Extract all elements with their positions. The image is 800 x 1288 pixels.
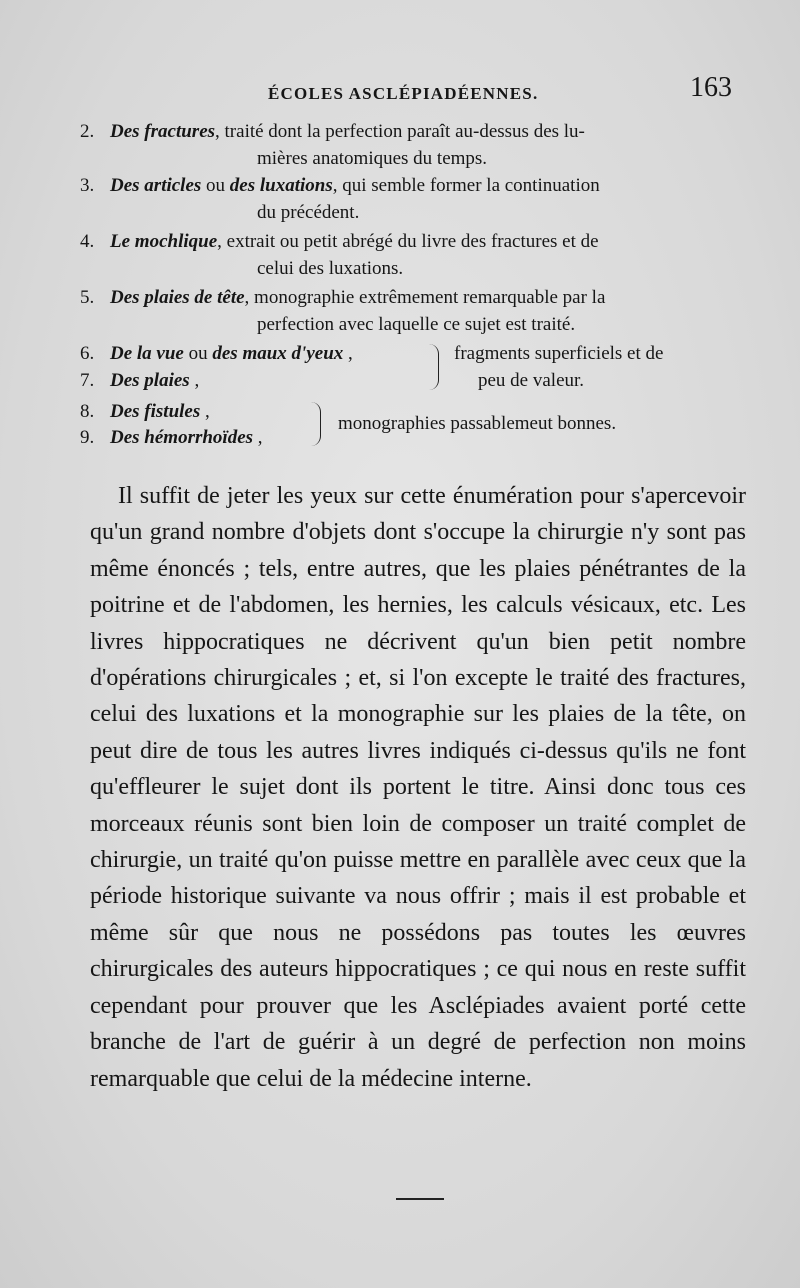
item-number: 9.: [80, 427, 95, 448]
brace-note: monographies passablemeut bonnes.: [338, 413, 617, 434]
item-number: 3.: [80, 175, 95, 196]
brace-6-7: [428, 344, 439, 390]
item-number: 2.: [80, 121, 95, 142]
item-text: ,: [253, 427, 263, 448]
item-continuation: mières anatomiques du temps.: [257, 148, 488, 169]
brace-note-line2: peu de valeur.: [478, 370, 585, 391]
item-number: 8.: [80, 401, 95, 422]
item-text: , qui semble former la continuation: [332, 175, 600, 196]
item-number: 4.: [80, 231, 95, 252]
item-text: ,: [200, 401, 210, 422]
item-title: Des articles: [110, 175, 202, 196]
item-title-alt: des luxations: [229, 175, 333, 196]
item-number: 7.: [80, 370, 95, 391]
list-item: [80, 340, 440, 367]
running-head: ÉCOLES ASCLÉPIADÉENNES.: [268, 84, 539, 103]
item-continuation: celui des luxations.: [257, 258, 404, 279]
list-item: [80, 172, 760, 199]
list-item: [80, 228, 760, 255]
item-text: ou: [183, 343, 213, 364]
item-text: ou: [201, 175, 230, 196]
list-item: [80, 398, 320, 425]
brace-note-line1: fragments superficiels et de: [454, 343, 664, 364]
item-title: Des hémorrhoïdes: [110, 427, 254, 448]
brace-8-9: [310, 402, 321, 446]
item-text: , traité dont la perfection paraît au-dessus des lu-: [215, 121, 585, 142]
item-text: , monographie extrêmement remarquable par la: [244, 287, 606, 308]
item-number: 6.: [80, 343, 95, 364]
body-paragraph: Il suffit de jeter les yeux sur cette énumération pour s'apercevoir qu'un grand nombre d'objets dont s'occupe la chirurgie n'y sont pas même énoncés ; tels, entre autres, que les plaies pénétrantes de la poitrine et de l'abdomen, les hernies, les calculs vésicaux, etc. Les livres hippocratiques ne décrivent qu'un bien petit nombre d'opérations chirurgicales ; et, si l'on excepte le traité des fractures, celui des luxations et la monographie sur les plaies de la tête, on peut dire de tous les autres livres indiqués ci-dessus qu'ils ne font qu'effleurer le sujet dont ils portent le titre. Ainsi donc tous ces morceaux réunis sont bien loin de composer un traité complet de chirurgie, un traité qu'on puisse mettre en parallèle avec ceux que la période historique suivante va nous offrir ; mais il est probable et même sûr que nous ne possédons pas toutes les œuvres chirurgicales des auteurs hippocratiques ; ce qui nous en reste suffit cependant pour prouver que les Asclépiades avaient porté cette branche de l'art de guérir à un degré de perfection non moins remarquable que celui de la médecine interne.: [90, 483, 746, 1092]
item-text: , extrait ou petit abrégé du livre des fractures et de: [217, 231, 599, 252]
section-rule: [396, 1198, 444, 1200]
item-continuation: perfection avec laquelle ce sujet est traité.: [257, 314, 576, 335]
item-title: Le mochlique: [110, 231, 218, 252]
page-number: 163: [690, 72, 732, 103]
list-item: [80, 367, 440, 394]
item-number: 5.: [80, 287, 95, 308]
list-item: [80, 118, 760, 145]
item-text: ,: [189, 370, 200, 391]
list-item: [80, 424, 320, 451]
item-title: Des fractures: [110, 121, 216, 142]
item-title: De la vue: [110, 343, 184, 364]
item-title-alt: des maux d'yeux: [212, 343, 344, 364]
item-continuation: du précédent.: [257, 202, 360, 223]
item-title: Des plaies de tête: [110, 287, 245, 308]
item-title: Des fistules: [110, 401, 201, 422]
item-title: Des plaies: [110, 370, 190, 391]
list-item: [80, 284, 760, 311]
item-text: ,: [343, 343, 353, 364]
body-paragraph-block: [90, 478, 746, 1097]
